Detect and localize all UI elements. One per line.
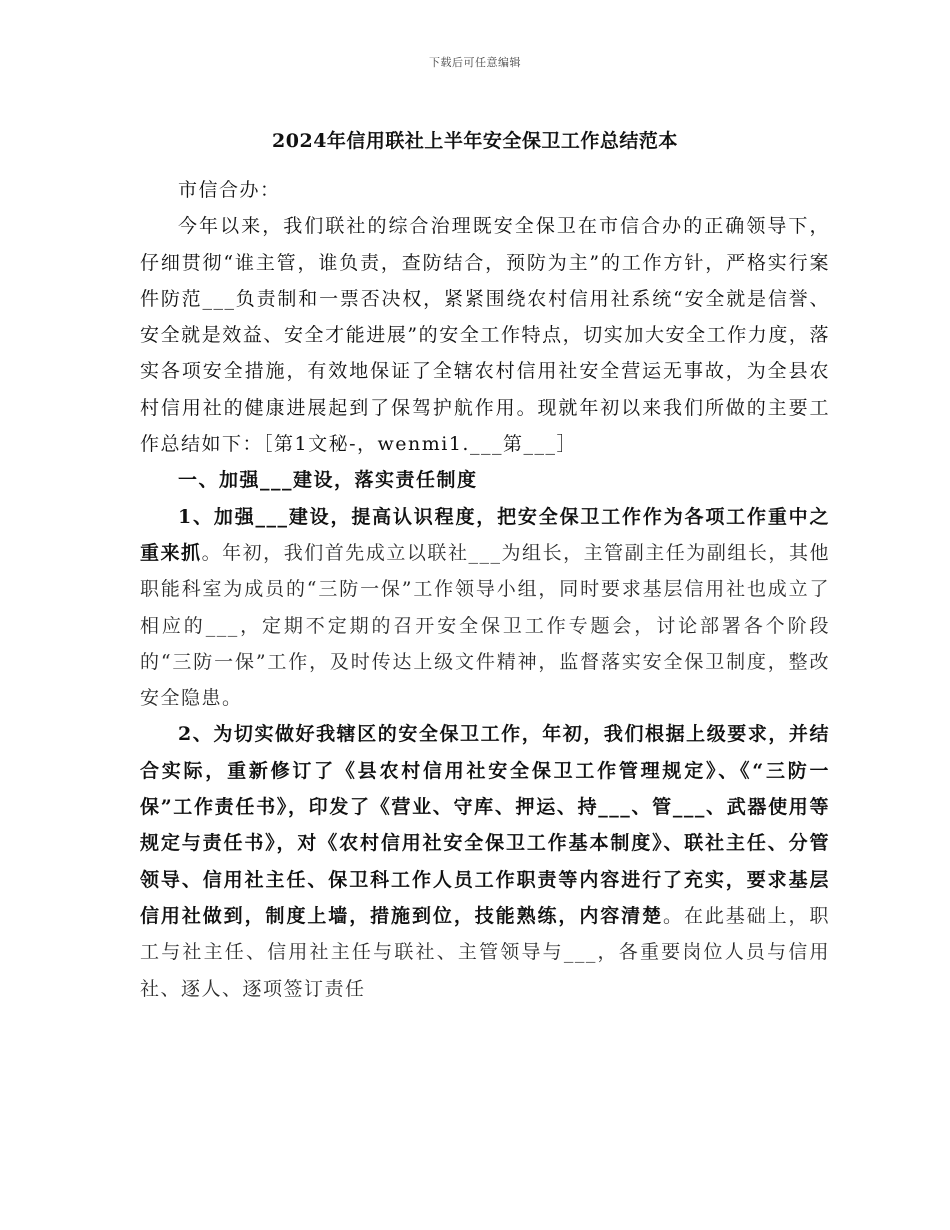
paragraph-item-1 bbox=[140, 499, 830, 717]
item-2-lead: 2、为切实做好我辖区的安全保卫工作，年初，我们根据上级要求，并结合实际，重新修订了《县农村信用社安全保卫工作管理规定》、《“三防一保”工作责任书》，印发了《营业、守库、押运、持___、管___、武器使用等规定与责任书》，对《农村信用社安全保卫工作基本制度》、联社主任、分管领导、信用社主任、保卫科工作人员工作职责等内容进行了充实，要求基层信用社做到，制度上墙，措施到位，技能熟练，内容清楚 bbox=[140, 723, 830, 927]
document-body bbox=[140, 172, 830, 1007]
item-1-body: 。年初，我们首先成立以联社___为组长，主管副主任为副组长，其他职能科室为成员的“三防一保”工作领导小组，同时要求基层信用社也成立了相应的___，定期不定期的召开安全保卫工作专题会，讨论部署各个阶段的“三防一保”工作，及时传达上级文件精神，监督落实安全保卫制度，整改安全隐患。 bbox=[140, 541, 830, 710]
paragraph-item-2 bbox=[140, 716, 830, 1006]
paragraph-intro: 今年以来，我们联社的综合治理既安全保卫在市信合办的正确领导下，仔细贯彻“谁主管，谁负责，查防结合，预防为主”的工作方针，严格实行案件防范___负责制和一票否决权，紧紧围绕农村信用社系统“安全就是信誉、安全就是效益、安全才能进展”的安全工作特点，切实加大安全工作力度，落实各项安全措施，有效地保证了全辖农村信用社安全营运无事故，为全县农村信用社的健康进展起到了保驾护航作用。现就年初以来我们所做的主要工作总结如下：［第1文秘-，wenmi1.___第___］ bbox=[140, 215, 830, 456]
section-heading-1: 一、加强___建设，落实责任制度 bbox=[178, 469, 478, 492]
item-1-lead: 1、加强___建设，提高认识程度，把安全保卫工作作为各项工作重中之重来抓 bbox=[140, 505, 830, 564]
salutation: 市信合办： bbox=[178, 179, 281, 201]
document-title: 2024年信用联社上半年安全保卫工作总结范本 bbox=[272, 130, 678, 152]
header-note: 下载后可任意编辑 bbox=[429, 56, 521, 69]
item-2-body: 。在此基础上，职工与社主任、信用社主任与联社、主管领导与___，各重要岗位人员与信用社、逐人、逐项签订责任 bbox=[140, 904, 830, 1000]
